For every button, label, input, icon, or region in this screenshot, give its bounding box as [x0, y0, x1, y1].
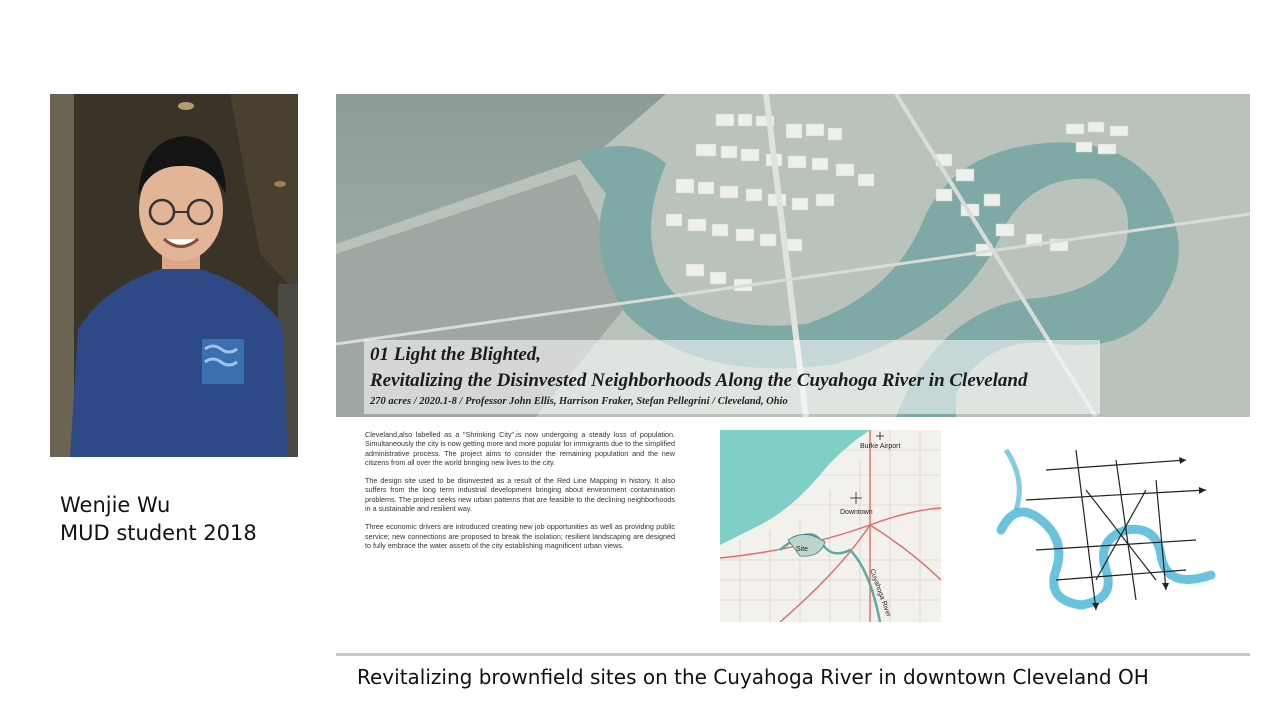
portrait-image: [50, 94, 298, 457]
poster-title-box: [364, 340, 1100, 414]
poster-meta: 270 acres / 2020.1-8 / Professor John Ellis, Harrison Fraker, Stefan Pellegrini / Cleveland, Ohio: [370, 396, 788, 407]
project-caption: Revitalizing brownfield sites on the Cuyahoga River in downtown Cleveland OH: [357, 665, 1149, 689]
person-info: [60, 491, 257, 547]
aerial-rendering: [336, 94, 1250, 417]
poster-title-number: 01 Light the Blighted,: [370, 344, 542, 365]
context-map: [720, 430, 941, 622]
description-paragraph: Cleveland,also labelled as a "Shrinking City",is now undergoing a steady loss of population. Simultaneously the city is now getting more and more popular for immigrants due to the simplified administrative process. The project aims to consider the remaining population and the new citizens from all over the world bringing new lives to the city.: [365, 430, 675, 467]
map-label-airport: Burke Airport: [860, 443, 901, 450]
portrait-photo: [50, 94, 298, 457]
map-label-river: Cuyahoga River: [868, 568, 892, 618]
concept-sketch: [986, 430, 1226, 626]
project-description: [365, 430, 675, 559]
person-program: MUD student 2018: [60, 521, 257, 545]
map-label-downtown: Downtown: [840, 509, 873, 516]
map-label-site: Site: [796, 546, 809, 553]
poster-title: Revitalizing the Disinvested Neighborhoods Along the Cuyahoga River in Cleveland: [370, 370, 1028, 391]
description-paragraph: The design site used to be disinvested as a result of the Red Line Mapping in history. It also suffers from the long term industrial development bringing about environment contamination problems. The project seeks new urban patterns that are feasible to the declining neighborhoods in a sustainable and resilient way.: [365, 476, 675, 514]
person-name: Wenjie Wu: [60, 493, 171, 517]
caption-divider: [336, 653, 1250, 656]
context-map-image: [720, 430, 941, 622]
project-poster: [336, 94, 1250, 634]
concept-sketch-image: [986, 430, 1226, 626]
description-paragraph: Three economic drivers are introduced creating new job opportunities as well as providing public service; new connections are proposed to break the isolation; resilient landscaping are designed to fully embrace the water assets of the city establishing magnificent urban views.: [365, 522, 675, 550]
